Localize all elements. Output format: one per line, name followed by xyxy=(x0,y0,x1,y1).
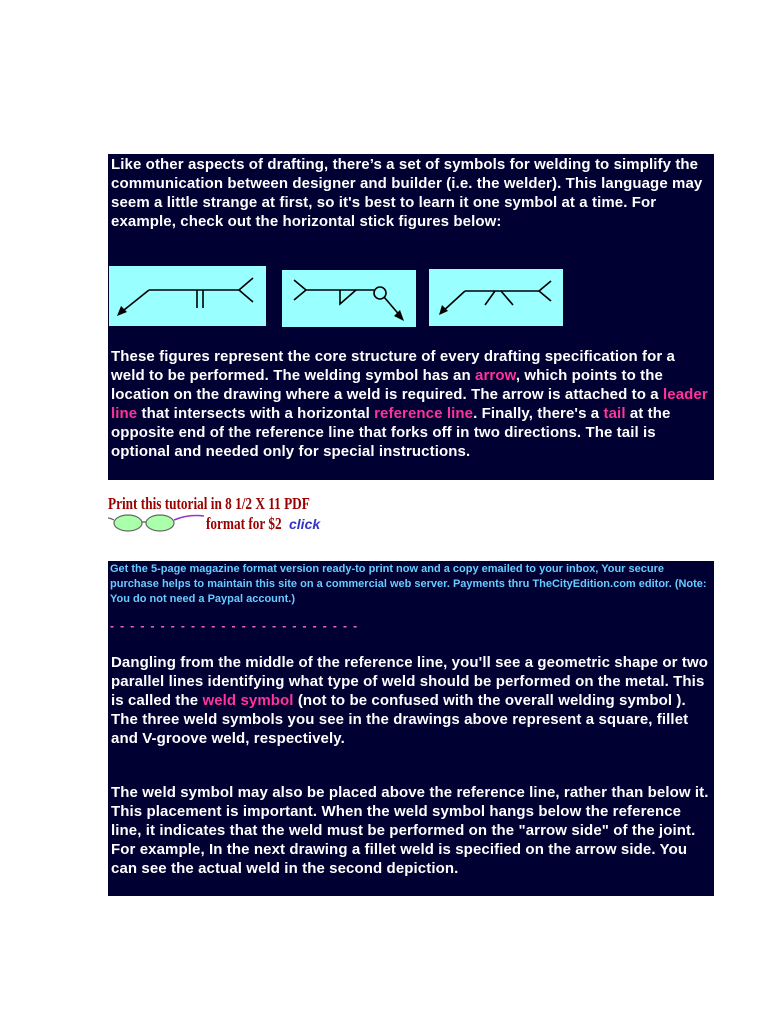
text-span: that intersects with a horizontal xyxy=(137,405,375,422)
text-span: at the opposite end of the reference line that forks off in two directions. The tail is optional and needed only for special instructions. xyxy=(111,405,671,460)
intro-paragraph: Like other aspects of drafting, there’s a set of symbols for welding to simplify the communication between designer and builder (i.e. the welder). This language may seem a little strange at first, so it's best to learn it one symbol at a time. For example, check out the horizontal stick figures below: xyxy=(111,156,703,230)
print-banner-title: Print this tutorial in 8 1/2 X 11 PDF xyxy=(108,494,310,513)
square-weld-drawing xyxy=(109,266,266,326)
weld-symbol-panel xyxy=(108,561,714,896)
v-groove-weld-drawing xyxy=(429,269,563,326)
term-reference-line: reference line xyxy=(374,405,474,422)
weld-figures xyxy=(108,266,714,328)
text-span: Dangling from the middle of the reference line, you'll see a geometric shape or two parallel lines identifying what type of weld should be performed on the metal. This is called the xyxy=(111,654,708,709)
term-tail: tail xyxy=(603,405,626,422)
term-leader-line: leader line xyxy=(111,386,708,422)
placement-paragraph: The weld symbol may also be placed above the reference line, rather than below it. This placement is important. When the weld symbol hangs below the reference line, it indicates that the weld must be performed on the "arrow side" of the joint. For example, In the next drawing a fillet weld is specified on the arrow side. You can see the actual weld in the second depiction. xyxy=(111,784,709,877)
print-banner-price: format for $2 xyxy=(206,514,282,533)
print-tutorial-banner[interactable] xyxy=(108,494,328,540)
square-weld-figure xyxy=(109,266,266,326)
core-structure-paragraph xyxy=(108,347,714,461)
click-link[interactable]: click xyxy=(289,516,321,532)
separator-line: - - - - - - - - - - - - - - - - - - - - - - - - - xyxy=(110,619,359,633)
fillet-weld-figure xyxy=(282,270,416,327)
text-span: . Finally, there's a xyxy=(473,405,604,422)
term-weld-symbol: weld symbol xyxy=(202,692,294,709)
fillet-weld-drawing xyxy=(282,270,416,327)
term-arrow: arrow xyxy=(475,367,516,384)
text-span: (not to be confused with the overall welding symbol ). The three weld symbols you see in the drawings above represent a square, fillet and V-groove weld, respectively. xyxy=(111,692,689,747)
v-groove-weld-figure xyxy=(429,269,563,326)
purchase-note: Get the 5-page magazine format version ready-to print now and a copy emailed to your inbox, Your secure purchase helps to maintain this site on a commercial web server. Payments thru TheCityEdition.com editor. (Note: You do not need a Paypal account.) xyxy=(110,563,707,605)
text-span: These figures represent the core structure of every drafting specification for a weld to be performed. The welding symbol has an xyxy=(111,348,675,384)
text-span: , which points to the location on the drawing where a weld is required. The arrow is attached to a xyxy=(111,367,663,403)
intro-panel xyxy=(108,154,714,480)
dangling-paragraph xyxy=(108,653,714,748)
glasses-icon xyxy=(108,512,206,534)
